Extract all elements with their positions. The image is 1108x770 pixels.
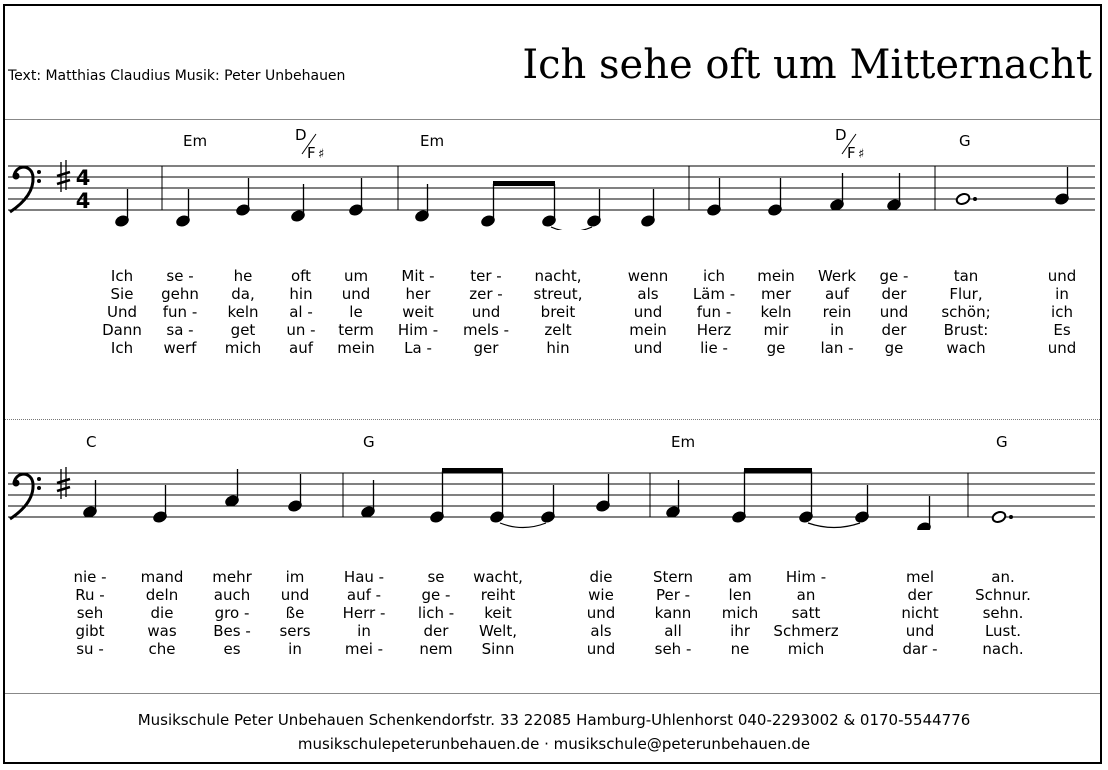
lyric-syllable: Werk (817, 267, 857, 285)
lyric-syllable: Lust. (984, 622, 1022, 640)
tie (551, 227, 592, 230)
lyric-syllable: fun - (162, 303, 198, 321)
lyric-syllable: all (664, 622, 682, 640)
lyric-syllable: mir (763, 321, 789, 339)
lyric-syllable: Schnur. (975, 586, 1031, 604)
lyric-syllable: mels - (462, 321, 510, 339)
bass-clef-icon (10, 474, 41, 519)
lyric-syllable: Es (1053, 321, 1071, 339)
lyric-syllable: da, (231, 285, 255, 303)
lyric-syllable: der (881, 285, 907, 303)
lyric-syllable: mich (224, 339, 262, 357)
lyric-syllable: um (343, 267, 369, 285)
lyric-syllable: seh (76, 604, 104, 622)
lyric-syllable: in (1055, 285, 1069, 303)
lyric-syllable: und (471, 303, 501, 321)
lyric-syllable: wie (588, 586, 614, 604)
lyric-syllable: was (147, 622, 177, 640)
lyric-syllable: Flur, (949, 285, 983, 303)
lyric-syllable: und (1047, 339, 1077, 357)
tie (500, 523, 546, 528)
lyric-syllable: keln (227, 303, 259, 321)
lyric-syllable: he (233, 267, 253, 285)
chord-symbol: Em (420, 132, 445, 150)
lyric-syllable: in (288, 640, 302, 658)
lyric-syllable: als (637, 285, 659, 303)
lyric-syllable: Hau - (343, 568, 385, 586)
lyric-syllable: get (230, 321, 256, 339)
beam (442, 468, 503, 473)
lyric-syllable: satt (791, 604, 821, 622)
lyric-syllable: Him - (397, 321, 439, 339)
lyric-syllable: schön; (941, 303, 991, 321)
lyric-syllable: le (349, 303, 363, 321)
lyric-syllable: fun - (696, 303, 732, 321)
lyric-syllable: und (633, 339, 663, 357)
note-head (955, 192, 971, 206)
lyric-syllable: se (427, 568, 445, 586)
lyric-syllable: Brust: (943, 321, 989, 339)
lyric-syllable: Mit - (401, 267, 435, 285)
lyric-syllable: dar - (902, 640, 938, 658)
lyric-syllable: lie - (700, 339, 728, 357)
lyric-syllable: und (280, 586, 310, 604)
lyric-syllable: es (223, 640, 241, 658)
time-signature (76, 166, 91, 213)
lyric-syllable: als (590, 622, 612, 640)
lyric-syllable: ge - (421, 586, 451, 604)
augmentation-dot (1009, 515, 1013, 519)
music-staff-system-2 (0, 420, 1108, 530)
lyric-syllable: Ich (110, 267, 134, 285)
lyric-syllable: Schmerz (773, 622, 839, 640)
lyric-syllable: Herz (696, 321, 732, 339)
lyric-syllable: werf (163, 339, 197, 357)
lyric-syllable: am (728, 568, 752, 586)
lyric-syllable: sers (279, 622, 311, 640)
lyric-syllable: hin (546, 339, 570, 357)
lyric-syllable: mein (629, 321, 667, 339)
lyric-syllable: sa - (166, 321, 194, 339)
music-staff-system-1 (0, 120, 1108, 230)
lyric-syllable: an (796, 586, 816, 604)
lyric-syllable: deln (145, 586, 179, 604)
lyric-syllable: der (881, 321, 907, 339)
lyric-syllable: und (1047, 267, 1077, 285)
lyric-syllable: Läm - (692, 285, 736, 303)
slash-chord-symbol (835, 126, 864, 162)
lyric-syllable: im (285, 568, 305, 586)
lyric-syllable: auf (825, 285, 849, 303)
lyric-syllable: Welt, (479, 622, 517, 640)
lyric-syllable: Him - (785, 568, 827, 586)
lyric-syllable: ich (703, 267, 725, 285)
lyric-syllable: mand (140, 568, 184, 586)
lyric-syllable: lan - (820, 339, 854, 357)
lyric-syllable: wach (946, 339, 986, 357)
lyric-syllable: mich (721, 604, 759, 622)
svg-text:D: D (835, 126, 847, 144)
lyric-syllable: auf (289, 339, 313, 357)
lyric-syllable: auch (213, 586, 251, 604)
lyric-syllable: su - (76, 640, 104, 658)
lyric-syllable: ße (285, 604, 305, 622)
lyric-syllable: Dann (102, 321, 142, 339)
svg-text:4: 4 (75, 189, 91, 213)
lyric-syllable: nie - (73, 568, 107, 586)
lyric-syllable: wacht, (473, 568, 523, 586)
lyric-syllable: gro - (214, 604, 250, 622)
lyric-syllable: der (423, 622, 449, 640)
svg-text:F: F (847, 144, 856, 162)
svg-text:♯: ♯ (318, 147, 325, 162)
lyric-syllable: keit (484, 604, 512, 622)
lyric-syllable: La - (404, 339, 432, 357)
bass-clef-icon (10, 167, 41, 212)
lyric-syllable: che (148, 640, 176, 658)
lyric-syllable: in (830, 321, 844, 339)
staff-lines (8, 473, 1095, 517)
lyric-syllable: mel (905, 568, 935, 586)
sharp-icon (57, 160, 70, 192)
lyric-syllable: mein (757, 267, 795, 285)
chord-symbol: C (86, 433, 97, 451)
lyric-syllable: Und (106, 303, 138, 321)
slash-chord-symbol (295, 126, 324, 162)
lyric-syllable: nacht, (534, 267, 582, 285)
lyric-syllable: keln (760, 303, 792, 321)
lyric-syllable: breit (540, 303, 576, 321)
chord-symbol: G (996, 433, 1008, 451)
lyric-syllable: oft (290, 267, 312, 285)
lyric-syllable: und (586, 640, 616, 658)
beam (493, 181, 555, 186)
lyric-syllable: ich (1051, 303, 1073, 321)
lyric-syllable: weit (402, 303, 434, 321)
lyric-syllable: Sie (110, 285, 134, 303)
lyric-syllable: zelt (544, 321, 572, 339)
lyric-syllable: lich - (417, 604, 455, 622)
beam (744, 468, 812, 473)
staff-lines (8, 166, 1095, 210)
footer-address: Musikschule Peter Unbehauen Schenkendorfstr. 33 22085 Hamburg-Uhlenhorst 040-2293002 & 0170-5544776 (137, 711, 971, 729)
song-title: Ich sehe oft um Mitternacht (522, 42, 1092, 88)
lyric-syllable: und (879, 303, 909, 321)
lyric-syllable: mer (760, 285, 792, 303)
lyric-syllable: nach. (982, 640, 1024, 658)
credits-text: Text: Matthias Claudius Musik: Peter Unbehauen (8, 68, 346, 84)
lyric-syllable: Ru - (75, 586, 105, 604)
lyric-syllable: ge (766, 339, 786, 357)
lyric-syllable: un - (286, 321, 316, 339)
lyric-syllable: und (341, 285, 371, 303)
lyric-syllable: und (633, 303, 663, 321)
tie (808, 523, 860, 528)
lyric-syllable: Sinn (481, 640, 515, 658)
lyric-syllable: ge (884, 339, 904, 357)
lyric-syllable: mich (787, 640, 825, 658)
lyric-syllable: tan (953, 267, 979, 285)
lyric-syllable: nicht (901, 604, 939, 622)
chord-symbol: Em (671, 433, 696, 451)
lyric-syllable: die (589, 568, 613, 586)
svg-text:4: 4 (75, 166, 91, 190)
sharp-icon (57, 467, 70, 499)
lyric-syllable: Bes - (213, 622, 251, 640)
chord-symbols (86, 433, 1008, 451)
chord-symbol: G (959, 132, 971, 150)
lyric-syllable: Herr - (342, 604, 386, 622)
lyric-syllable: ter - (470, 267, 502, 285)
lyric-syllable: ge - (879, 267, 909, 285)
footer-separator (5, 693, 1100, 694)
lyric-syllable: ger (473, 339, 499, 357)
lyric-syllable: auf - (346, 586, 382, 604)
notes (82, 468, 1013, 530)
note-head (991, 510, 1007, 524)
lyric-syllable: streut, (533, 285, 583, 303)
lyric-syllable: se - (166, 267, 194, 285)
lyric-syllable: her (405, 285, 431, 303)
svg-text:♯: ♯ (858, 147, 865, 162)
chord-symbol: G (363, 433, 375, 451)
lyric-syllable: mei - (344, 640, 384, 658)
lyric-syllable: term (338, 321, 374, 339)
lyric-syllable: wenn (627, 267, 669, 285)
lyric-syllable: Stern (652, 568, 694, 586)
chord-symbols (183, 126, 971, 162)
lyric-syllable: ihr (730, 622, 750, 640)
chord-symbol: Em (183, 132, 208, 150)
lyric-syllable: reiht (480, 586, 516, 604)
augmentation-dot (973, 197, 977, 201)
lyric-syllable: len (728, 586, 752, 604)
lyric-syllable: in (357, 622, 371, 640)
lyric-syllable: die (150, 604, 174, 622)
lyric-syllable: an. (991, 568, 1015, 586)
lyric-syllable: Per - (655, 586, 691, 604)
lyric-syllable: seh - (654, 640, 692, 658)
lyric-syllable: zer - (469, 285, 503, 303)
lyric-syllable: gehn (161, 285, 199, 303)
lyric-syllable: mehr (212, 568, 252, 586)
lyric-syllable: Ich (110, 339, 134, 357)
lyric-syllable: der (907, 586, 933, 604)
lyric-syllable: al - (289, 303, 313, 321)
svg-text:F: F (307, 144, 316, 162)
lyric-syllable: kann (654, 604, 692, 622)
footer-web: musikschulepeterunbehauen.de · musikschule@peterunbehauen.de (297, 735, 811, 753)
lyric-syllable: gibt (75, 622, 105, 640)
lyric-syllable: rein (822, 303, 852, 321)
lyric-syllable: sehn. (982, 604, 1024, 622)
lyric-syllable: nem (419, 640, 453, 658)
lyric-syllable: und (905, 622, 935, 640)
lyric-syllable: hin (289, 285, 313, 303)
lyric-syllable: ne (730, 640, 750, 658)
lyric-syllable: mein (337, 339, 375, 357)
svg-text:D: D (295, 126, 307, 144)
lyric-syllable: und (586, 604, 616, 622)
